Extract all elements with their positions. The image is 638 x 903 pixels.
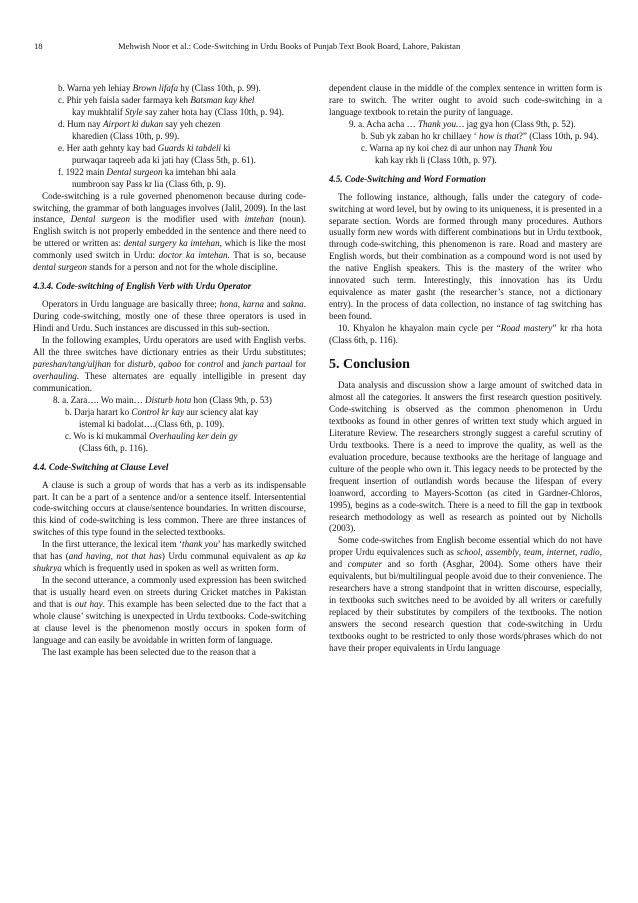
italic-term: control <box>197 358 224 369</box>
section-heading-conclusion: 5. Conclusion <box>329 357 410 373</box>
italic-term: Thank you… <box>417 118 465 129</box>
italic-term: pareshan/tang/uljhan <box>33 358 111 369</box>
italic-term: and having, not that has <box>68 551 162 562</box>
italic-term: janch partaal <box>242 358 293 369</box>
example-8b-line2: istemal ki badolat….(Class 6th, p. 109). <box>79 418 225 429</box>
italic-term: out hay <box>74 599 103 610</box>
italic-term: Batsman kay khel <box>190 94 255 105</box>
italic-term: how is that <box>478 130 519 141</box>
example-7f-line2: numbroon say Pass kr lia (Class 6th, p. 9). <box>72 178 226 189</box>
example-9b: b. Sub yk zaban ho kr chillaey ‘ how is that?” (Class 10th, p. 94). <box>361 130 599 141</box>
example-7d <box>33 119 306 143</box>
example-7e-line1: e. Her aath gehnty kay bad Guards ki tabdeli ki <box>58 142 231 153</box>
section-heading-4-3-4: 4.3.4. Code-switching of English Verb with Urdu Operator <box>33 281 252 292</box>
italic-term: Style <box>125 106 143 117</box>
example-8b-line1: b. Darja harart ko Control kr kay aur sciency alat kay <box>65 406 259 417</box>
italic-term: ap ka shukrya <box>33 551 306 574</box>
paragraph: The following instance, although, falls under the category of code-switching at word level, but by owing to its uniqueness, it is presented in a separate section. Words are formed through many procedures. Authors usually form new words with different combinations but in Urdu textbook, through code-switching, this phenomenon is rare. Road and mastery are English words, but their combination as a compound word is not used by the native English speakers. This is the mastery of the writer who innovated such term. Interestingly, this innovation has its Urdu equivalence as mater gasht (the researcher’s stance, not a dictionary entry). In the process of data collection, no instance of tag switching has been found. <box>329 191 602 322</box>
italic-term: Airport ki dukan <box>102 118 164 129</box>
paragraph: In the first utterance, the lexical item ‘thank you’ has markedly switched that has (and having, not that has) Urdu communal equivalent as ap ka shukrya which is frequently used in spoken as well as written form. <box>33 539 306 574</box>
paragraph: Operators in Urdu language are basically three; hona, karna and sakna. During code-switching, mostly one of these three operators is used in Hindi and Urdu. Such instances are discussed in this sub-section. <box>33 299 306 334</box>
italic-term: Dental surgeon <box>70 214 130 225</box>
running-title: Mehwish Noor et al.: Code-Switching in Urdu Books of Punjab Text Book Board, Lahore, Pakistan <box>118 41 461 51</box>
example-8b <box>33 407 306 431</box>
italic-term: Guards ki tabdeli <box>157 142 222 153</box>
italic-term: dental surgery ka imtehan <box>123 238 220 249</box>
example-7e <box>33 143 306 167</box>
example-7b: b. Warna yeh lehiay Brown lifafa hy (Class 10th, p. 99). <box>58 83 261 93</box>
italic-term: assembly <box>485 547 519 558</box>
example-9c-line2: kah kay rkh li (Class 10th, p. 97). <box>375 154 497 165</box>
example-9a: 9. a. Acha acha … Thank you… jag gya hon (Class 9th, p. 52). <box>349 118 576 129</box>
italic-term: radio <box>580 547 600 558</box>
italic-term: Disturb hota <box>145 394 192 405</box>
paragraph: Code-switching is a rule governed phenomenon because during code-switching, the grammar of both languages involves (Jalil, 2009). In the last instance, Dental surgeon is the modifier used with imtehan (noun). English switch is not properly embedded in the sentence and there need to be uttered or written as: dental surgery ka imtehan, which is like the most commonly used switch in Urdu: doctor ka imtehan. That is so, because dental surgeon stands for a person and not for the whole discipline. <box>33 190 306 273</box>
example-9c <box>329 143 602 167</box>
paragraph: In the following examples, Urdu operators are used with English verbs. All the three switches have dictionary entries as their Urdu substitutes; pareshan/tang/uljhan for disturb, qaboo for control and janch partaal for overhauling. These alternates are equally intelligible in present day communication. <box>33 335 306 393</box>
italic-term: school <box>456 547 481 558</box>
italic-term: karna <box>242 299 264 310</box>
left-column <box>33 83 306 659</box>
example-7c-line2: kay mukhtalif Style say zaher hota hay (Class 10th, p. 94). <box>72 106 284 117</box>
example-7c <box>33 95 306 119</box>
paragraph: The last example has been selected due to the reason that a <box>42 646 256 657</box>
italic-term: disturb <box>127 358 154 369</box>
page-number: 18 <box>34 41 43 51</box>
italic-term: dental surgeon <box>33 262 87 273</box>
italic-term: qaboo <box>158 358 182 369</box>
paragraph: A clause is such a group of words that has a verb as its indispensable part. It can be a part of a sentence and/or a sentence itself. Intersentential code-switching occurs at clause/sentence boundaries. In written discourse, this kind of code-switching is less common. There are three instances of switches of this type found in the selected textbooks. <box>33 479 306 538</box>
example-7f-line1: f. 1922 main Dental surgeon ka imtehan bhi aala <box>58 166 236 177</box>
example-7c-line1: c. Phir yeh faisla sader farmaya keh Batsman kay khel <box>58 94 255 105</box>
example-9c-line1: c. Warna ap ny koi chez di aur unhon nay Thank You <box>361 142 553 153</box>
example-7d-line2: kharedien (Class 10th, p. 99). <box>72 130 180 141</box>
section-heading-4-5: 4.5. Code-Switching and Word Formation <box>329 173 486 184</box>
italic-term: hona <box>219 299 238 310</box>
example-8c <box>33 431 306 455</box>
italic-term: sakna <box>282 299 304 310</box>
example-8a: 8. a. Zara…. Wo main… Disturb hota hon (Class 9th, p. 53) <box>53 394 272 405</box>
running-header <box>34 40 604 52</box>
example-7d-line1: d. Hum nay Airport ki dukan say yeh chezen <box>58 118 221 129</box>
section-heading-4-4: 4.4. Code-Switching at Clause Level <box>33 461 169 472</box>
example-10: 10. Khyalon he khayalon main cycle per “Road mastery” kr rha hota (Class 6th, p. 116). <box>329 323 602 346</box>
italic-term: Road mastery <box>500 323 553 334</box>
paragraph: Data analysis and discussion show a large amount of switched data in almost all the categories. It answers the first research question positively. Code-switching is observed as the common phenomenon in Urdu textbooks as found in other genres of written text study which argued in Literature Review. The researchers strongly suggest a careful scrutiny of Urdu textbooks. There is a need to improve the quality, as well as the evaluation procedure, because textbooks are the heritage of language and culture of the people who own it. This legacy needs to be protected by the frequent insertion of outlandish words because the lifespan of every loanword, according to Mayers-Scotton (as cited in Gardner-Chloros, 1995), begins as a code-switch. There is a need to fill the gap in textbook research methodology as well as research as pointed out by Nicholls (2003). <box>329 380 602 534</box>
italic-term: Dental surgeon <box>106 166 163 177</box>
example-7f <box>33 167 306 191</box>
italic-term: Overhauling ker dein gy <box>148 430 238 441</box>
right-column <box>329 83 602 655</box>
italic-term: Control kr kay <box>131 406 185 417</box>
paragraph: dependent clause in the middle of the complex sentence in written form is rare to switch. The writer ought to avoid such code-switching in a language textbook to retain the purity of language. <box>329 83 602 117</box>
italic-term: internet <box>546 547 575 558</box>
italic-term: imtehan <box>244 214 274 225</box>
italic-term: Brown lifafa <box>132 83 178 93</box>
italic-term: team <box>523 547 542 558</box>
example-8c-line1: c. Wo is ki mukammal Overhauling ker dein gy <box>65 430 238 441</box>
example-8c-line2: (Class 6th, p. 116). <box>79 442 148 453</box>
paragraph: Some code-switches from English become essential which do not have proper Urdu equivalences such as school, assembly, team, internet, radio, and computer and so forth (Asghar, 2004). Some others have their equivalents, but bi/multilingual people avoid due to their convenience. The researchers have a strong standpoint that in written discourse, especially, in textbooks such switches need to be avoided by all writers or carefully replaced by their substitutes by compilers of the textbooks. The notion answers the second research question that code-switching in Urdu textbooks ought to be restricted to only those words/phrases which do not have their proper equivalents in Urdu language <box>329 535 603 653</box>
italic-term: doctor ka imtehan <box>158 250 228 261</box>
example-7e-line2: purwaqar taqreeb ada ki jati hay (Class 5th, p. 61). <box>72 154 256 165</box>
italic-term: overhauling <box>33 370 77 381</box>
italic-term: thank you <box>182 539 218 550</box>
paragraph: In the second utterance, a commonly used expression has been switched that is usually heard even on streets during Cricket matches in Pakistan and that is out hay. This example has been selected due to the fact that a whole clause’ switching is unexpected in Urdu textbooks. Code-switching at clause level is the phenomenon mostly occurs in spoken form of language and can easily be avoidable in written form of language. <box>33 575 306 645</box>
italic-term: computer <box>347 559 383 570</box>
italic-term: Thank You <box>513 142 553 153</box>
